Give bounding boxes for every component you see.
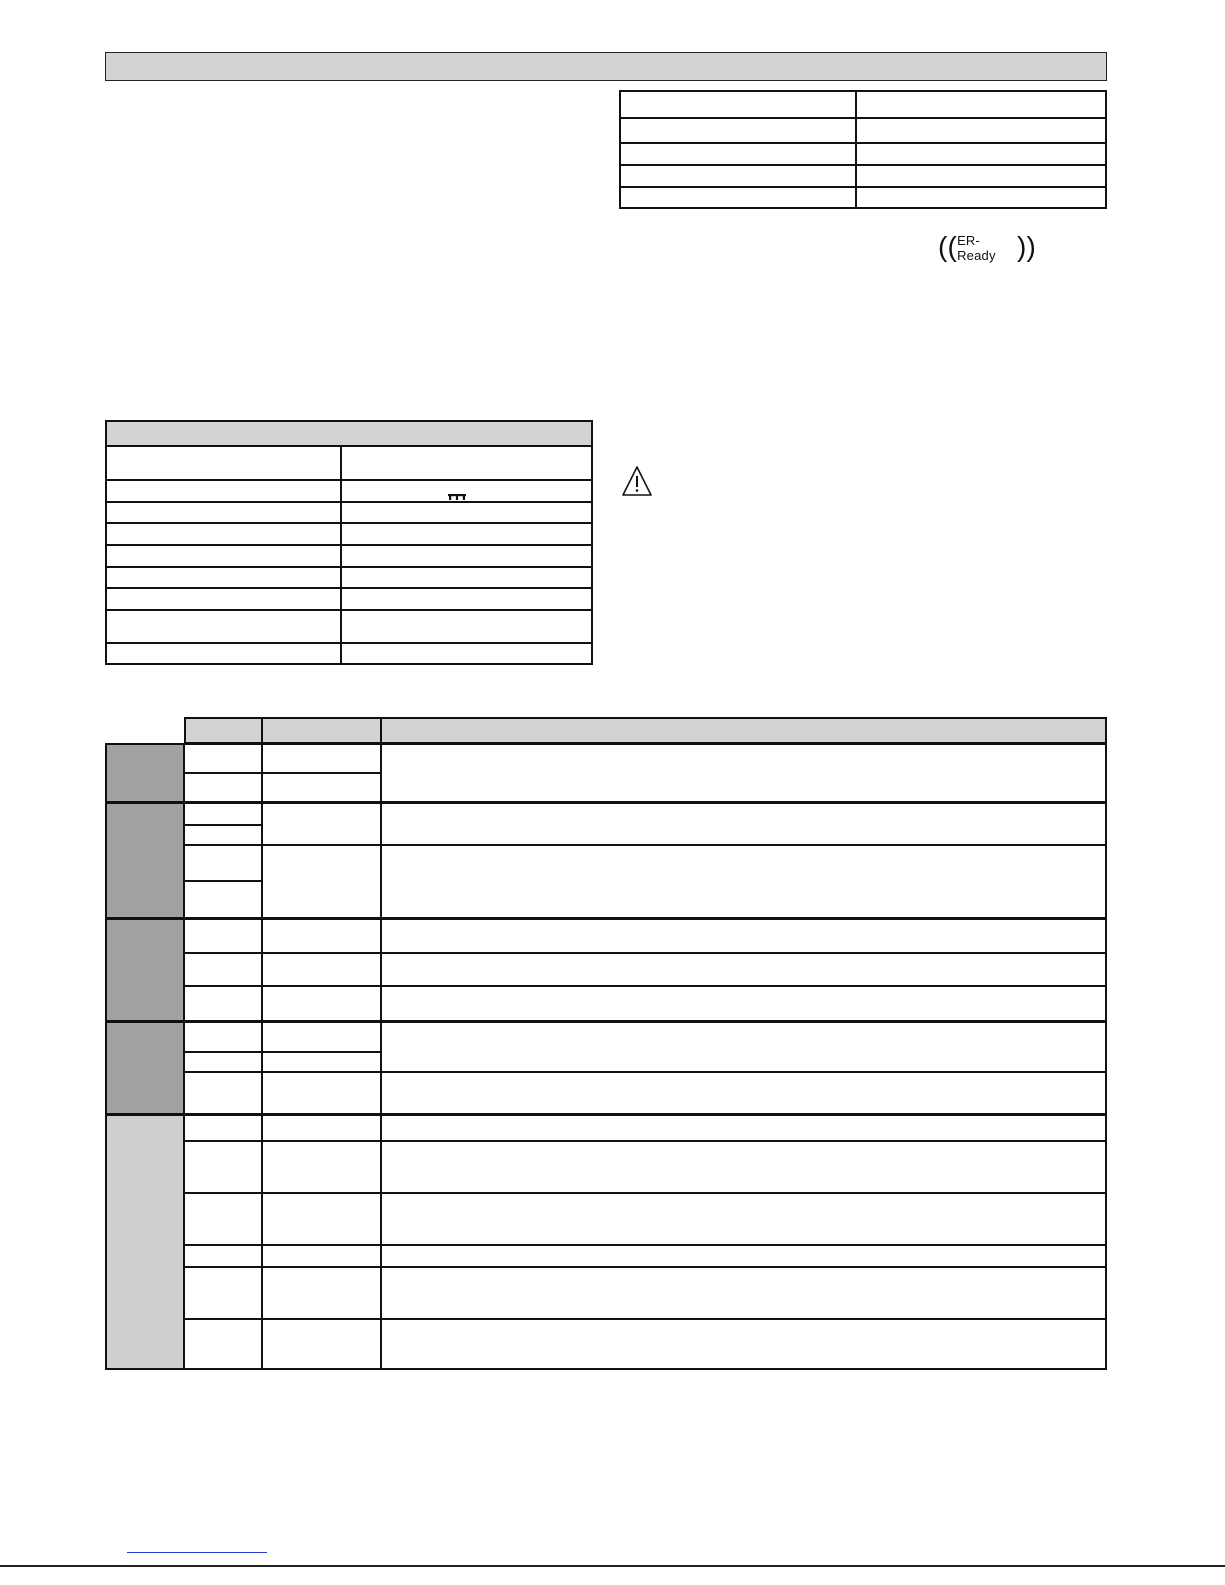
battery-symbol-icon — [448, 487, 466, 493]
section-header-bar — [105, 52, 1107, 81]
er-ready-logo-text: ER-Ready — [957, 233, 996, 263]
er-ready-logo: (( ER-Ready )) — [938, 230, 1036, 263]
footer-rule — [0, 1565, 1225, 1567]
footer-link-underline — [127, 1552, 267, 1553]
warning-triangle-icon — [621, 465, 653, 497]
